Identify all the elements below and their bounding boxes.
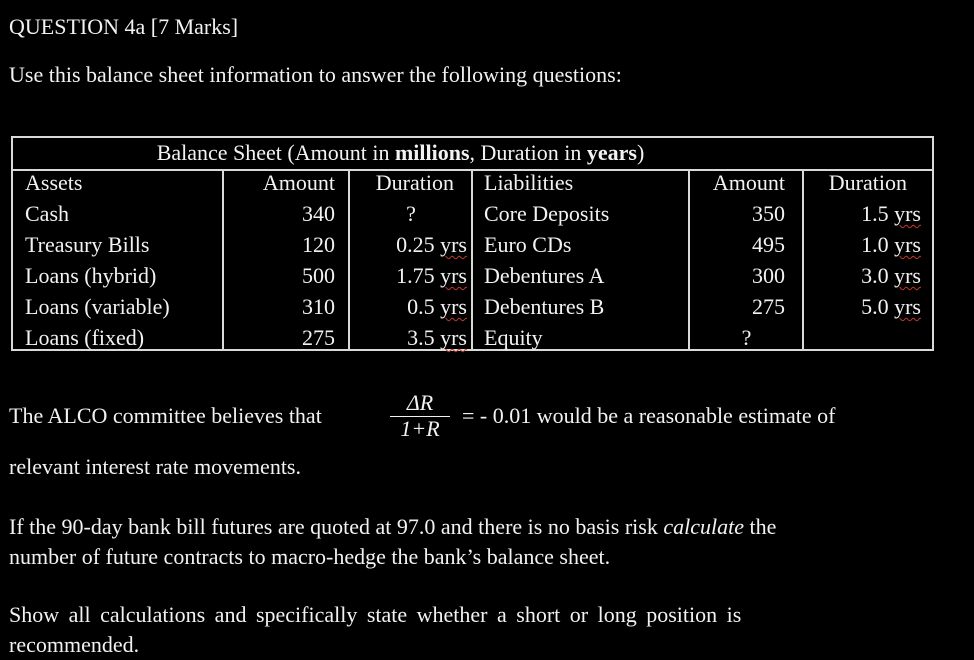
table-title: Balance Sheet (Amount in millions, Duration in years) xyxy=(156,140,645,165)
liability-duration: 3.0 yrs xyxy=(861,263,921,288)
question-intro: Use this balance sheet information to answer the following questions: xyxy=(9,62,622,87)
liability-amount: 300 xyxy=(752,263,785,288)
column-divider xyxy=(471,171,473,349)
asset-name: Treasury Bills xyxy=(25,232,150,257)
liability-name: Debentures A xyxy=(484,263,605,288)
asset-duration: ? xyxy=(406,201,416,226)
instructions-line-1: Show all calculations and specifically state whether a short or long position is xyxy=(9,602,742,627)
fraction-numerator: ΔR xyxy=(406,390,434,415)
liability-name: Debentures B xyxy=(484,294,605,319)
liability-name: Core Deposits xyxy=(484,201,610,226)
balance-sheet-table xyxy=(11,136,934,351)
asset-amount: 500 xyxy=(302,263,335,288)
asset-name: Cash xyxy=(25,201,69,226)
liability-amount: 350 xyxy=(752,201,785,226)
asset-amount: 340 xyxy=(302,201,335,226)
column-divider xyxy=(222,171,224,349)
column-divider xyxy=(348,171,350,349)
rate-change-fraction xyxy=(388,392,452,441)
asset-amount: 120 xyxy=(302,232,335,257)
fraction-denominator: 1+R xyxy=(400,416,440,441)
task-line-1: If the 90-day bank bill futures are quoted at 97.0 and there is no basis risk calculate the xyxy=(9,514,777,539)
asset-amount: 275 xyxy=(302,325,335,350)
column-divider xyxy=(802,171,804,349)
liability-duration: 1.0 yrs xyxy=(861,232,921,257)
asset-duration: 0.5 yrs xyxy=(407,294,467,319)
task-line-2: number of future contracts to macro-hedge the bank’s balance sheet. xyxy=(9,544,611,569)
header-assets: Assets xyxy=(25,170,83,195)
asset-duration: 1.75 yrs xyxy=(396,263,467,288)
liability-name: Equity xyxy=(484,325,543,350)
header-duration: Duration xyxy=(375,170,454,195)
asset-name: Loans (variable) xyxy=(25,294,170,319)
asset-duration: 0.25 yrs xyxy=(396,232,467,257)
asset-name: Loans (hybrid) xyxy=(25,263,157,288)
header-liab-duration: Duration xyxy=(828,170,907,195)
header-amount: Amount xyxy=(262,170,335,195)
liability-name: Euro CDs xyxy=(484,232,572,257)
question-title: QUESTION 4a [7 Marks] xyxy=(9,14,239,39)
header-liab-amount: Amount xyxy=(712,170,785,195)
liability-duration: 5.0 yrs xyxy=(861,294,921,319)
asset-duration: 3.5 yrs xyxy=(407,325,467,350)
alco-text-after: = - 0.01 would be a reasonable estimate of xyxy=(462,403,836,428)
column-divider xyxy=(688,171,690,349)
instructions-line-2: recommended. xyxy=(9,632,140,657)
alco-continuation: relevant interest rate movements. xyxy=(9,454,301,479)
liability-amount: 275 xyxy=(752,294,785,319)
asset-name: Loans (fixed) xyxy=(25,325,145,350)
liability-duration: 1.5 yrs xyxy=(861,201,921,226)
alco-text-before: The ALCO committee believes that xyxy=(9,403,322,428)
liability-amount: 495 xyxy=(752,232,785,257)
liability-amount: ? xyxy=(741,325,752,350)
asset-amount: 310 xyxy=(302,294,335,319)
header-liabilities: Liabilities xyxy=(484,170,574,195)
